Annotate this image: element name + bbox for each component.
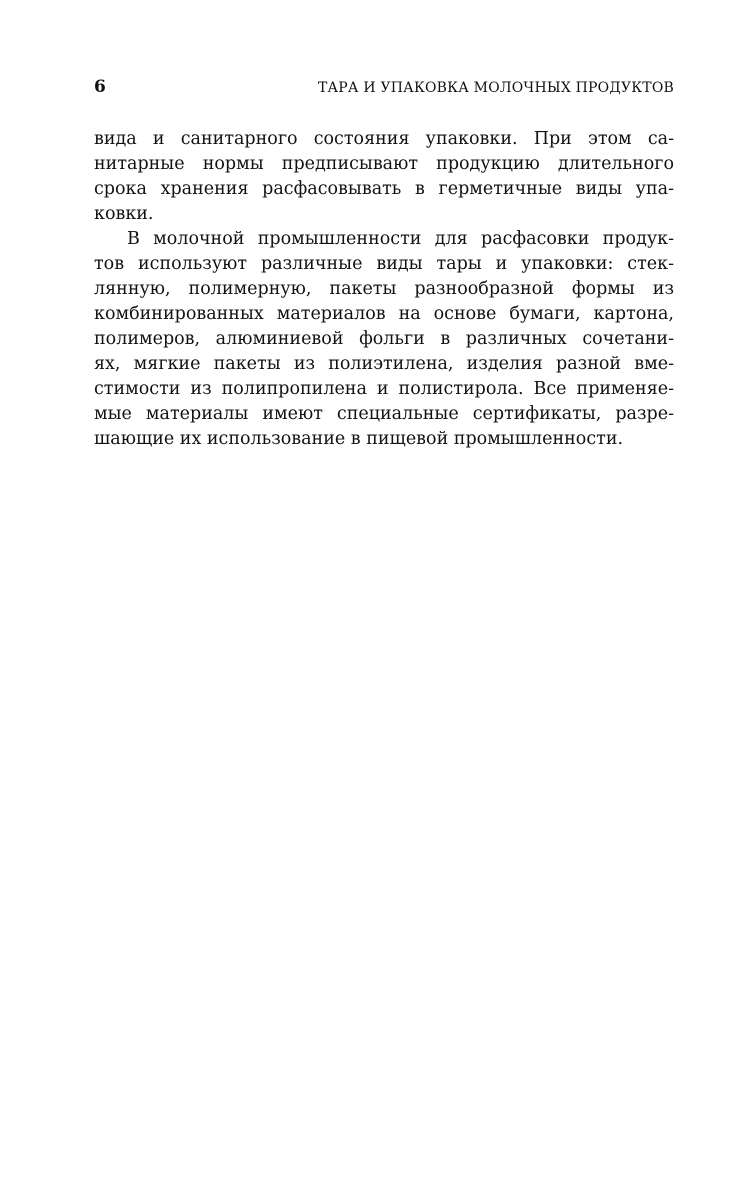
text-line: стимости из полипропилена и полистирола. Все применяе-	[94, 379, 674, 399]
text-line: комбинированных материалов на основе бумаги, картона,	[94, 304, 674, 324]
text-line: ковки.	[94, 204, 154, 224]
text-line: лянную, полимерную, пакеты разнообразной формы из	[94, 279, 674, 299]
text-line: тов используют различные виды тары и упаковки: стек-	[94, 254, 674, 274]
text-line: мые материалы имеют специальные сертификаты, разре-	[94, 404, 674, 424]
paragraph-1	[94, 127, 674, 227]
text-line: нитарные нормы предписывают продукцию длительного	[94, 154, 674, 174]
running-title: ТАРА И УПАКОВКА МОЛОЧНЫХ ПРОДУКТОВ	[317, 80, 674, 96]
text-line: вида и санитарного состояния упаковки. При этом са-	[94, 129, 674, 149]
running-head	[94, 76, 674, 100]
body-text	[94, 127, 674, 452]
text-line: срока хранения расфасовывать в герметичные виды упа-	[94, 179, 674, 199]
text-line: ях, мягкие пакеты из полиэтилена, изделия разной вме-	[94, 354, 674, 374]
text-line: шающие их использование в пищевой промышленности.	[94, 429, 624, 449]
paragraph-2	[94, 227, 674, 452]
text-line: В молочной промышленности для расфасовки продук-	[127, 229, 674, 249]
text-line: полимеров, алюминиевой фольги в различных сочетани-	[94, 329, 674, 349]
page-number: 6	[94, 77, 106, 97]
